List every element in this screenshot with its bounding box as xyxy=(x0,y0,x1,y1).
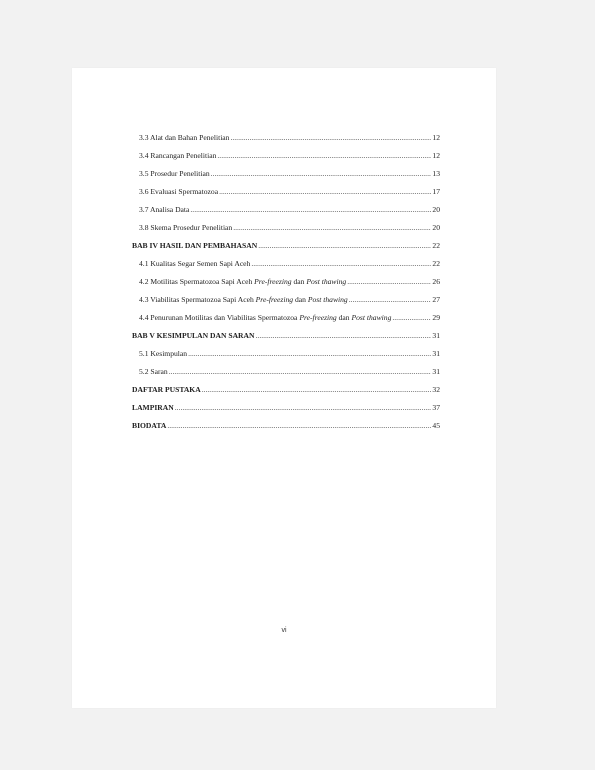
toc-entry-page: 26 xyxy=(432,277,440,286)
dot-leader xyxy=(349,291,432,309)
toc-entry-title xyxy=(132,417,166,435)
toc-entry-page: 17 xyxy=(432,187,440,196)
toc-entry-title xyxy=(139,291,348,309)
dot-leader xyxy=(188,345,431,363)
toc-entry-title xyxy=(139,165,210,183)
toc-entry-page: 20 xyxy=(432,205,440,214)
title-text: 3.4 Rancangan Penelitian xyxy=(139,151,217,160)
title-text: dan xyxy=(336,313,352,322)
toc-entry[interactable] xyxy=(132,201,440,219)
toc-entry-page: 29 xyxy=(432,313,440,322)
toc-entry-title xyxy=(139,345,187,363)
title-text: 4.1 Kualitas Segar Semen Sapi Aceh xyxy=(139,259,251,268)
title-text: BAB V KESIMPULAN DAN SARAN xyxy=(132,331,255,340)
dot-leader xyxy=(251,255,431,273)
toc-entry-page: 12 xyxy=(432,133,440,142)
title-text: 4.2 Motilitas Spermatozoa Sapi Aceh xyxy=(139,277,255,286)
title-text: dan xyxy=(291,277,307,286)
toc-entry[interactable] xyxy=(132,309,440,327)
title-text: BAB IV HASIL DAN PEMBAHASAN xyxy=(132,241,258,250)
toc-entry[interactable] xyxy=(132,291,440,309)
toc-entry-title xyxy=(139,147,216,165)
title-text: 3.3 Alat dan Bahan Penelitian xyxy=(139,133,230,142)
toc-entry-title xyxy=(132,327,255,345)
dot-leader xyxy=(233,219,431,237)
dot-leader xyxy=(258,237,431,255)
title-text: 3.5 Prosedur Penelitian xyxy=(139,169,210,178)
toc-entry-page: 13 xyxy=(432,169,440,178)
toc-entry-page: 31 xyxy=(432,349,440,358)
italic-term: Pre-freezing xyxy=(299,313,337,322)
toc-entry[interactable] xyxy=(132,129,440,147)
title-text: 5.1 Kesimpulan xyxy=(139,349,188,358)
toc-entry[interactable] xyxy=(132,399,440,417)
toc-entry-title xyxy=(139,201,189,219)
dot-leader xyxy=(169,363,432,381)
dot-leader xyxy=(392,309,431,327)
toc-entry-page: 37 xyxy=(432,403,440,412)
toc-entry-title xyxy=(139,363,168,381)
toc-entry-page: 22 xyxy=(432,259,440,268)
dot-leader xyxy=(219,183,431,201)
toc-entry-title xyxy=(139,129,229,147)
toc-entry-page: 20 xyxy=(432,223,440,232)
toc-entry-title xyxy=(132,237,257,255)
toc-entry-page: 32 xyxy=(432,385,440,394)
toc-entry-page: 22 xyxy=(432,241,440,250)
toc-entry-title xyxy=(132,381,201,399)
toc-entry[interactable] xyxy=(132,273,440,291)
toc-entry[interactable] xyxy=(132,417,440,435)
title-text: 4.4 Penurunan Motilitas dan Viabilitas Spermatozoa xyxy=(139,313,300,322)
toc-entry[interactable] xyxy=(132,237,440,255)
toc-entry[interactable] xyxy=(132,345,440,363)
title-text: 5.2 Saran xyxy=(139,367,168,376)
toc-entry-title xyxy=(132,399,174,417)
dot-leader xyxy=(347,273,431,291)
dot-leader xyxy=(167,417,431,435)
toc-entry-title xyxy=(139,309,391,327)
toc-entry[interactable] xyxy=(132,381,440,399)
toc-entry[interactable] xyxy=(132,147,440,165)
title-text: BIODATA xyxy=(132,421,167,430)
dot-leader xyxy=(175,399,432,417)
title-text: LAMPIRAN xyxy=(132,403,174,412)
title-text: 3.6 Evaluasi Spermatozoa xyxy=(139,187,219,196)
toc-entry[interactable] xyxy=(132,327,440,345)
dot-leader xyxy=(230,129,431,147)
toc-entry[interactable] xyxy=(132,165,440,183)
toc-entry-page: 27 xyxy=(432,295,440,304)
toc-entry-title xyxy=(139,255,250,273)
italic-term: Post thawing xyxy=(306,277,347,286)
dot-leader xyxy=(190,201,431,219)
toc-entry[interactable] xyxy=(132,363,440,381)
dot-leader xyxy=(211,165,432,183)
document-page xyxy=(72,68,496,708)
dot-leader xyxy=(202,381,432,399)
title-text: 3.7 Analisa Data xyxy=(139,205,190,214)
italic-term: Pre-freezing xyxy=(254,277,292,286)
toc-entry-page: 31 xyxy=(432,367,440,376)
italic-term: Post thawing xyxy=(351,313,392,322)
title-text: dan xyxy=(293,295,308,304)
dot-leader xyxy=(217,147,431,165)
toc-entry-page: 31 xyxy=(432,331,440,340)
toc-entry[interactable] xyxy=(132,183,440,201)
toc-entry-page: 12 xyxy=(432,151,440,160)
toc-entry-title xyxy=(139,219,232,237)
title-text: 4.3 Viabilitas Spermatozoa Sapi Aceh xyxy=(139,295,256,304)
toc-entry-title xyxy=(139,183,218,201)
toc-entry[interactable] xyxy=(132,255,440,273)
italic-term: Post thawing xyxy=(307,295,348,304)
page-number: vi xyxy=(281,627,287,634)
toc-entry-page: 45 xyxy=(432,421,440,430)
title-text: 3.8 Skema Prosedur Penelitian xyxy=(139,223,233,232)
title-text: DAFTAR PUSTAKA xyxy=(132,385,201,394)
toc-entry-title xyxy=(139,273,346,291)
dot-leader xyxy=(256,327,432,345)
italic-term: Pre-freezing xyxy=(255,295,294,304)
table-of-contents xyxy=(132,129,440,435)
toc-entry[interactable] xyxy=(132,219,440,237)
